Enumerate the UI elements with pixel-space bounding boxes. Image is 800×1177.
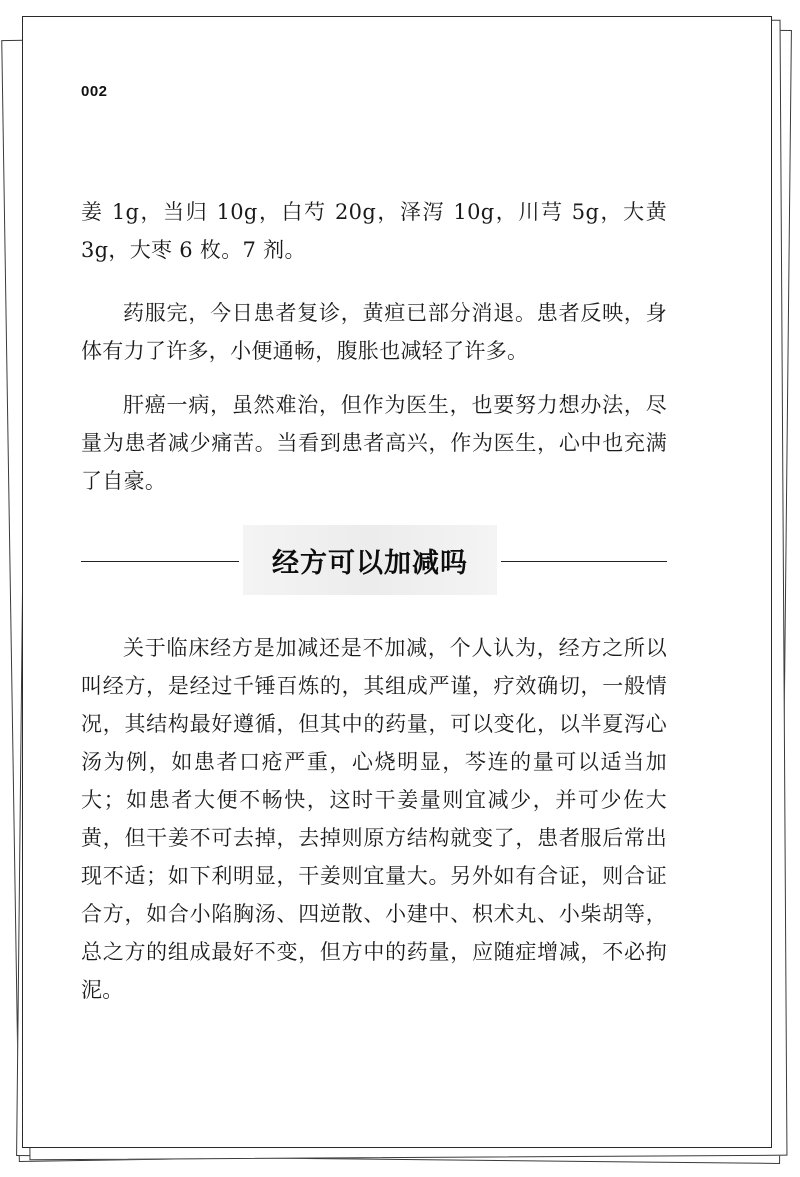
section-heading [81, 525, 667, 595]
paragraph-reflection: 肝癌一病，虽然难治，但作为医生，也要努力想办法，尽量为患者减少痛苦。当看到患者高兴，作为医生，心中也充满了自豪。 [81, 393, 667, 493]
heading-rule-right [501, 561, 667, 562]
paragraph-follow-up: 药服完，今日患者复诊，黄疸已部分消退。患者反映，身体有力了许多，小便通畅，腹胀也减轻了许多。 [81, 301, 667, 363]
heading-banner [243, 525, 497, 595]
section-title: 经方可以加减吗 [272, 547, 468, 579]
page-number: 002 [81, 83, 108, 100]
paragraph-section-body: 关于临床经方是加减还是不加减，个人认为，经方之所以叫经方，是经过千锤百炼的，其组成严谨，疗效确切，一般情况，其结构最好遵循，但其中的药量，可以变化，以半夏泻心汤为例，如患者口疮严重，心烧明显，芩连的量可以适当加大；如患者大便不畅快，这时干姜量则宜减少，并可少佐大黄，但干姜不可去掉，去掉则原方结构就变了，患者服后常出现不适；如下利明显，干姜则宜量大。另外如有合证，则合证合方，如合小陷胸汤、四逆散、小建中、枳术丸、小柴胡等，总之方的组成最好不变，但方中的药量，应随症增减，不必拘泥。 [81, 636, 667, 1002]
heading-rule-left [81, 561, 239, 562]
paragraph-prescription: 姜 1g，当归 10g，白芍 20g，泽泻 10g，川芎 5g，大黄 3g，大枣 6 枚。7 剂。 [81, 200, 667, 262]
book-page [22, 16, 772, 1148]
